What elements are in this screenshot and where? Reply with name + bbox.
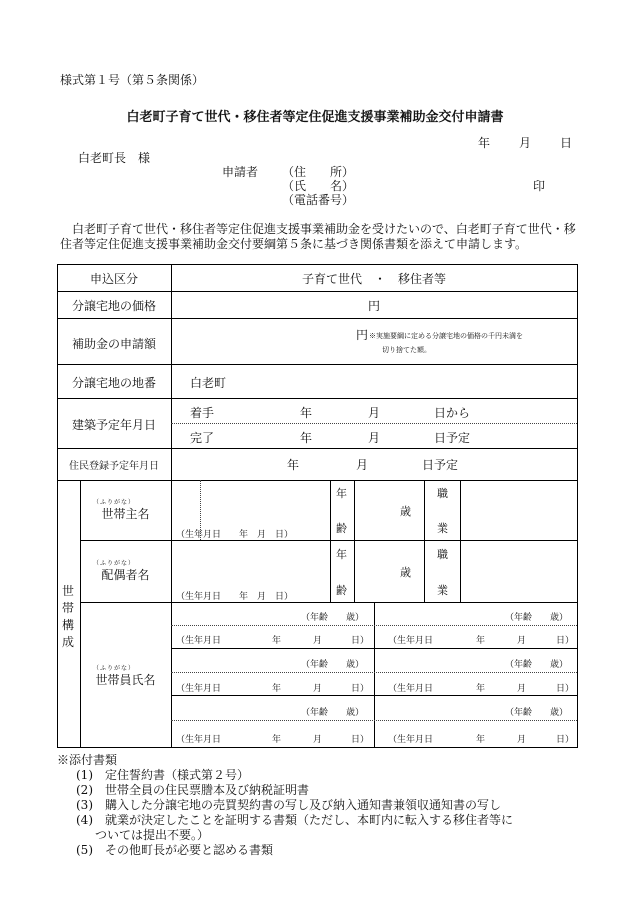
phone-label: （電話番号）: [282, 193, 355, 207]
head-job-2: 業: [437, 522, 448, 535]
application-type-label: 申込区分: [89, 272, 138, 286]
attachments-heading: ※添付書類: [57, 753, 118, 767]
page-title: 白老町子育て世代・移住者等定住促進支援事業補助金交付申請書: [126, 110, 504, 125]
addressee: 白老町長 様: [78, 151, 151, 165]
member-birth-year: 年: [272, 636, 282, 646]
spouse-age-unit: 歳: [400, 566, 411, 579]
start-year: 年: [300, 406, 313, 420]
spouse-furigana: （ふりがな）: [93, 560, 136, 567]
seal-mark: 印: [533, 179, 546, 193]
spouse-birth: （生年月日 年 月 日）: [176, 592, 294, 602]
member-birth-month: 月: [313, 684, 323, 694]
member-age: （年齢 歳）: [301, 613, 365, 623]
member-birth-close: 日）: [351, 636, 370, 646]
subsidy-note-2: 切り捨てた額。: [382, 346, 431, 354]
member-age: （年齢 歳）: [505, 708, 569, 718]
residence-label: 住民登録予定年月日: [69, 461, 159, 472]
date-month: 月: [519, 136, 532, 150]
residence-month: 月: [356, 458, 369, 472]
spouse-age-2: 齢: [336, 584, 347, 597]
head-age-2: 齢: [336, 522, 347, 535]
completion-label: 完了: [190, 431, 215, 445]
price-label: 分譲宅地の価格: [71, 299, 156, 313]
member-birth-close: 日）: [351, 684, 370, 694]
construction-label: 建築予定年月日: [71, 418, 156, 432]
members-label: 世帯員氏名: [95, 673, 156, 687]
start-label: 着手: [190, 406, 215, 420]
head-birth: （生年月日 年 月 日）: [176, 530, 294, 540]
member-birth-open: （生年月日: [388, 735, 434, 745]
completion-year: 年: [300, 431, 313, 445]
member-birth-year: 年: [476, 684, 486, 694]
member-birth-close: 日）: [351, 735, 370, 745]
member-birth-year: 年: [476, 636, 486, 646]
lot-value: 白老町: [190, 376, 227, 390]
member-birth-year: 年: [476, 735, 486, 745]
head-age-unit: 歳: [400, 505, 411, 518]
spouse-label: 配偶者名: [101, 568, 150, 582]
completion-suffix: 日予定: [434, 431, 471, 445]
date-day: 日: [560, 136, 573, 150]
member-birth-open: （生年月日: [388, 684, 434, 694]
member-birth-month: 月: [517, 735, 527, 745]
price-unit: 円: [367, 299, 380, 313]
head-age-1: 年: [336, 487, 347, 500]
member-age: （年齢 歳）: [301, 708, 365, 718]
member-age: （年齢 歳）: [505, 613, 569, 623]
intro-paragraph: 白老町子育て世代・移住者等定住促進支援事業補助金を受けたいので、白老町子育て世代・移住者等定住促進支援事業補助金交付要綱第５条に基づき関係書類を添えて申請します。: [60, 222, 576, 251]
date-year: 年: [478, 136, 491, 150]
attachment-item: (4) 就業が決定したことを証明する書類（ただし、本町内に転入する移住者等に: [76, 813, 514, 827]
member-birth-open: （生年月日: [388, 636, 434, 646]
application-type-value: 子育て世代 ・ 移住者等: [301, 272, 446, 286]
member-birth-open: （生年月日: [176, 684, 222, 694]
attachment-item: (1) 定住誓約書（様式第２号）: [76, 768, 249, 782]
member-birth-month: 月: [313, 636, 323, 646]
address-label: （住 所）: [282, 165, 355, 179]
member-birth-close: 日）: [556, 735, 575, 745]
member-age: （年齢 歳）: [301, 660, 365, 670]
residence-suffix: 日予定: [422, 458, 459, 472]
attachment-item: (3) 購入した分譲宅地の売買契約書の写し及び納入通知書兼領収通知書の写し: [76, 798, 502, 812]
name-label: （氏 名）: [282, 179, 355, 193]
start-month: 月: [368, 406, 381, 420]
subsidy-unit: 円: [356, 328, 369, 342]
member-birth-open: （生年月日: [176, 735, 222, 745]
member-birth-month: 月: [517, 684, 527, 694]
attachment-item: (5) その他町長が必要と認める書類: [76, 843, 273, 857]
subsidy-note-1: ※実施要綱に定める分譲宅地の価格の千円未満を: [369, 332, 523, 340]
head-job-1: 職: [437, 487, 448, 500]
attachment-item: (2) 世帯全員の住民票謄本及び納税証明書: [76, 783, 309, 797]
member-birth-month: 月: [517, 636, 527, 646]
applicant-label: 申請者: [222, 165, 259, 179]
subsidy-label: 補助金の申請額: [71, 337, 156, 351]
member-birth-month: 月: [313, 735, 323, 745]
spouse-job-2: 業: [437, 584, 448, 597]
completion-month: 月: [368, 431, 381, 445]
form-number: 様式第１号（第５条関係）: [60, 73, 205, 87]
head-furigana: （ふりがな）: [93, 499, 136, 506]
member-birth-open: （生年月日: [176, 636, 222, 646]
spouse-age-1: 年: [336, 548, 347, 561]
member-birth-close: 日）: [556, 684, 575, 694]
lot-label: 分譲宅地の地番: [71, 376, 156, 390]
members-furigana: （ふりがな）: [93, 665, 136, 672]
start-suffix: 日から: [434, 406, 471, 420]
head-label: 世帯主名: [101, 507, 150, 521]
member-birth-close: 日）: [556, 636, 575, 646]
member-birth-year: 年: [272, 735, 282, 745]
member-age: （年齢 歳）: [505, 660, 569, 670]
household-label: 世帯構成: [61, 584, 74, 649]
residence-year: 年: [287, 458, 300, 472]
attachment-item: ついては提出不要。）: [95, 828, 210, 842]
spouse-job-1: 職: [437, 548, 448, 561]
member-birth-year: 年: [272, 684, 282, 694]
